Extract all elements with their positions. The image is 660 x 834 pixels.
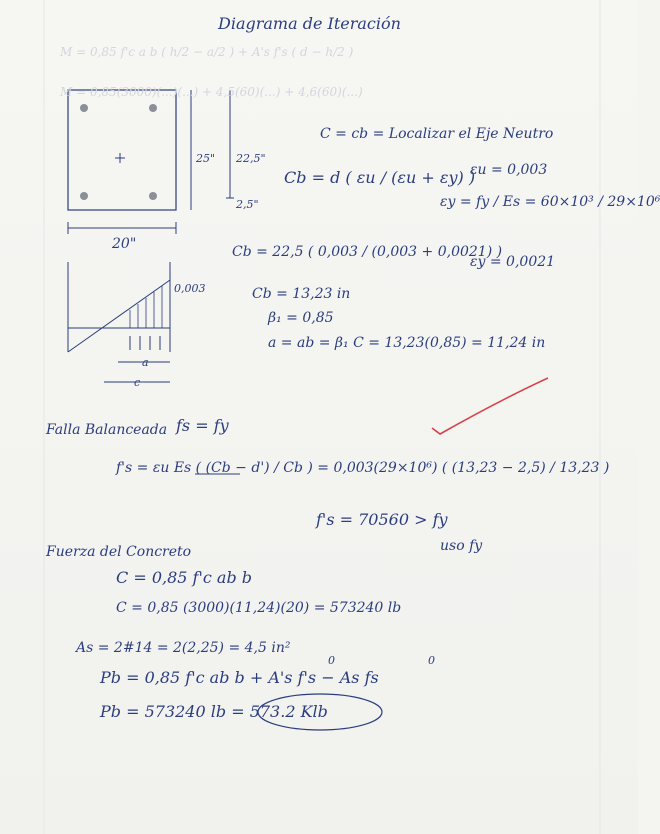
- page-title: Diagrama de Iteración: [218, 14, 401, 33]
- c-definition: C = cb = Localizar el Eje Neutro: [320, 126, 554, 142]
- resultant-arrows: [130, 336, 160, 350]
- rebar-bottom-right: [149, 192, 157, 200]
- ey-formula: εy = fy / Es = 60×10³ / 29×10⁶: [440, 194, 660, 210]
- fuerza-heading: Fuerza del Concreto: [46, 544, 192, 560]
- handwritten-page: M = 0,85 f'c a b ( h/2 − a/2 ) + A's f's ( d − h/2 ) M = 0,85(3000)(...)(...) + 4,5(60)(...) + 4,6(60)(...) Diagrama de Iteración 25" 22,5" 2,5" 20" 0,003 a c C = cb = Localizar el Eje Neutro Cb = d ( εu / (εu + εy) ) εu = 0,003 εy = fy / Es = 60×10³ / 29×10⁶ Cb = 22,5 ( 0,003 / (0,003 + 0,0021) ) εy = 0,0021 Cb = 13,23 in β₁ = 0,85 a = ab = β₁ C = 13,23(0,85) = 11,24 in Falla Balanceada fs = fy f's = εu Es ( (Cb − d') / Cb ) = 0,003(29×10⁶) ( (13,23 − 2,5) / 13,23 ) f's = 70560 > fy uso fy Fuerza del Concreto C = 0,85 f'c ab b C = 0,85 (3000)(11,24)(20) = 573240 lb As = 2#14 = 2(2,25) = 4,5 in² 0 0 Pb = 0,85 f'c ab b + A's f's − As fs Pb = 573240 lb = 573.2 Klb: [0, 0, 638, 834]
- rebar-top-left: [80, 104, 88, 112]
- fs-equation: f's = εu Es ( (Cb − d') / Cb ) = 0,003(29×10⁶) ( (13,23 − 2,5) / 13,23 ): [116, 460, 610, 476]
- height-label: 25": [196, 152, 216, 165]
- ey-value: εy = 0,0021: [470, 254, 556, 270]
- stress-hatching: [130, 286, 162, 328]
- fs-value: f's = 70560 > fy: [316, 510, 448, 529]
- strain-label: 0,003: [174, 282, 206, 295]
- pb-value: Pb = 573240 lb = 573.2 Klb: [100, 702, 328, 721]
- beta-value: β₁ = 0,85: [268, 310, 334, 326]
- check-mark: [432, 378, 548, 434]
- a-label: a: [142, 356, 149, 369]
- cb-substitution: Cb = 22,5 ( 0,003 / (0,003 + 0,0021) ): [232, 244, 503, 260]
- c-formula: C = 0,85 f'c ab b: [116, 568, 253, 587]
- a-value: a = ab = β₁ C = 13,23(0,85) = 11,24 in: [268, 335, 546, 351]
- zero-mark-a: 0: [328, 654, 335, 667]
- cb-value: Cb = 13,23 in: [252, 286, 351, 302]
- as-equation: As = 2#14 = 2(2,25) = 4,5 in²: [76, 640, 291, 656]
- depth-label: 22,5": [236, 152, 266, 165]
- falla-heading: Falla Balanceada: [46, 422, 168, 438]
- rebar-bottom-left: [80, 192, 88, 200]
- pb-formula: Pb = 0,85 f'c ab b + A's f's − As fs: [100, 668, 379, 687]
- cb-formula: Cb = d ( εu / (εu + εy) ): [284, 168, 476, 187]
- width-label: 20": [112, 236, 137, 252]
- falla-condition: fs = fy: [176, 416, 229, 435]
- eu-value: εu = 0,003: [470, 162, 548, 178]
- strain-line: [68, 280, 170, 352]
- c-substitution: C = 0,85 (3000)(11,24)(20) = 573240 lb: [116, 600, 402, 616]
- uso-fy: uso fy: [440, 538, 483, 554]
- rebar-top-right: [149, 104, 157, 112]
- zero-mark-b: 0: [428, 654, 435, 667]
- cover-label: 2,5": [236, 198, 259, 211]
- c-label: c: [134, 376, 141, 389]
